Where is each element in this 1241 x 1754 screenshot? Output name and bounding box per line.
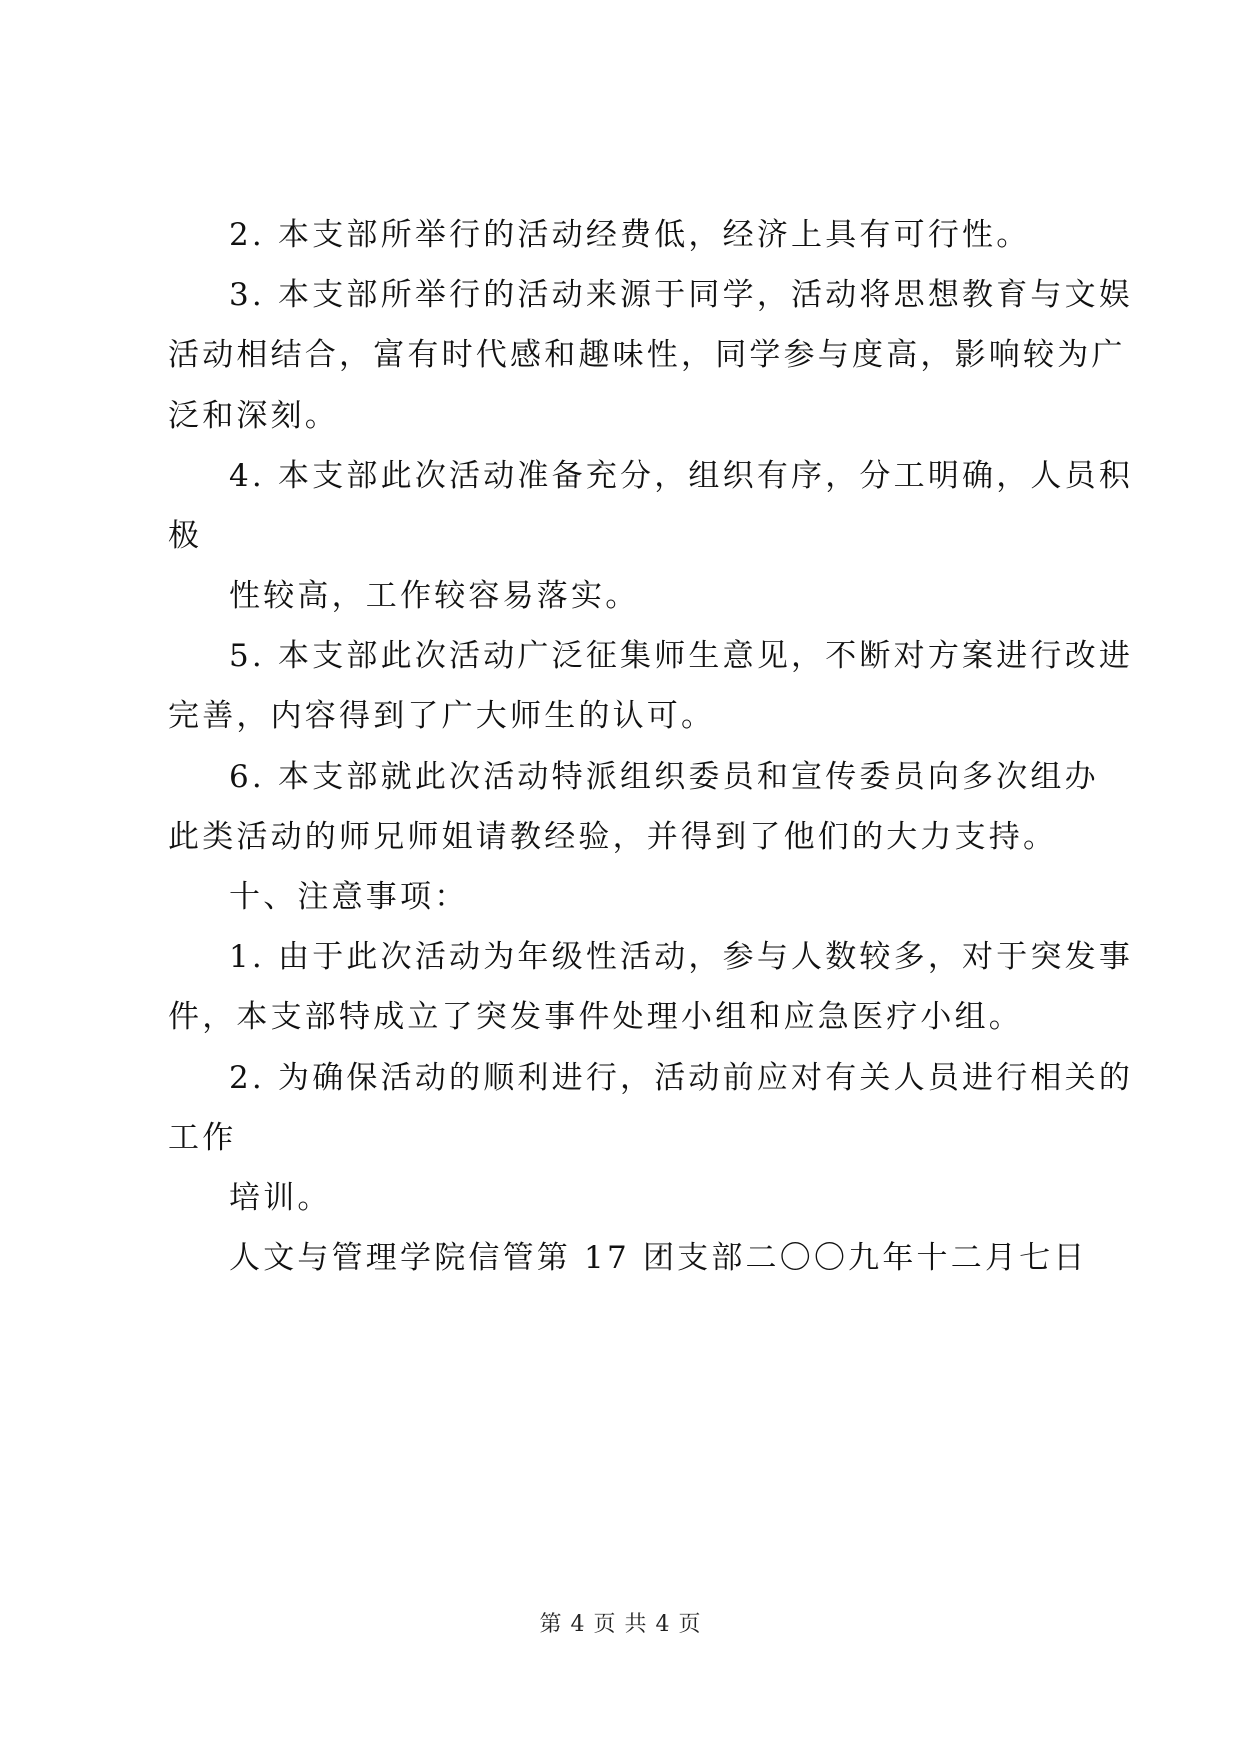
paragraph-line: 5. 本支部此次活动广泛征集师生意见，不断对方案进行改进 bbox=[229, 638, 1134, 674]
paragraph-line: 2. 为确保活动的顺利进行，活动前应对有关人员进行相关的 bbox=[229, 1060, 1134, 1096]
paragraph-line: 培训。 bbox=[229, 1180, 332, 1216]
paragraph-line: 泛和深刻。 bbox=[168, 398, 339, 434]
paragraph-line: 完善，内容得到了广大师生的认可。 bbox=[168, 698, 716, 734]
section-heading: 十、注意事项： bbox=[229, 879, 469, 915]
paragraph-line: 6. 本支部就此次活动特派组织委员和宣传委员向多次组办 bbox=[229, 759, 1099, 795]
paragraph-line: 件，本支部特成立了突发事件处理小组和应急医疗小组。 bbox=[168, 999, 1023, 1035]
signature-line: 人文与管理学院信管第 17 团支部二〇〇九年十二月七日 bbox=[229, 1240, 1088, 1276]
paragraph-line: 1. 由于此次活动为年级性活动，参与人数较多，对于突发事 bbox=[229, 939, 1134, 975]
paragraph-line: 极 bbox=[168, 518, 203, 554]
paragraph-line: 此类活动的师兄师姐请教经验，并得到了他们的大力支持。 bbox=[168, 819, 1058, 855]
paragraph-line: 性较高，工作较容易落实。 bbox=[229, 578, 640, 614]
paragraph-line: 2. 本支部所举行的活动经费低，经济上具有可行性。 bbox=[229, 217, 1031, 253]
paragraph-line: 3. 本支部所举行的活动来源于同学，活动将思想教育与文娱 bbox=[229, 277, 1134, 313]
paragraph-line: 活动相结合，富有时代感和趣味性，同学参与度高，影响较为广 bbox=[168, 337, 1126, 373]
paragraph-line: 工作 bbox=[168, 1120, 237, 1156]
page-number-footer: 第 4 页 共 4 页 bbox=[539, 1612, 702, 1637]
paragraph-line: 4. 本支部此次活动准备充分，组织有序，分工明确，人员积 bbox=[229, 458, 1134, 494]
